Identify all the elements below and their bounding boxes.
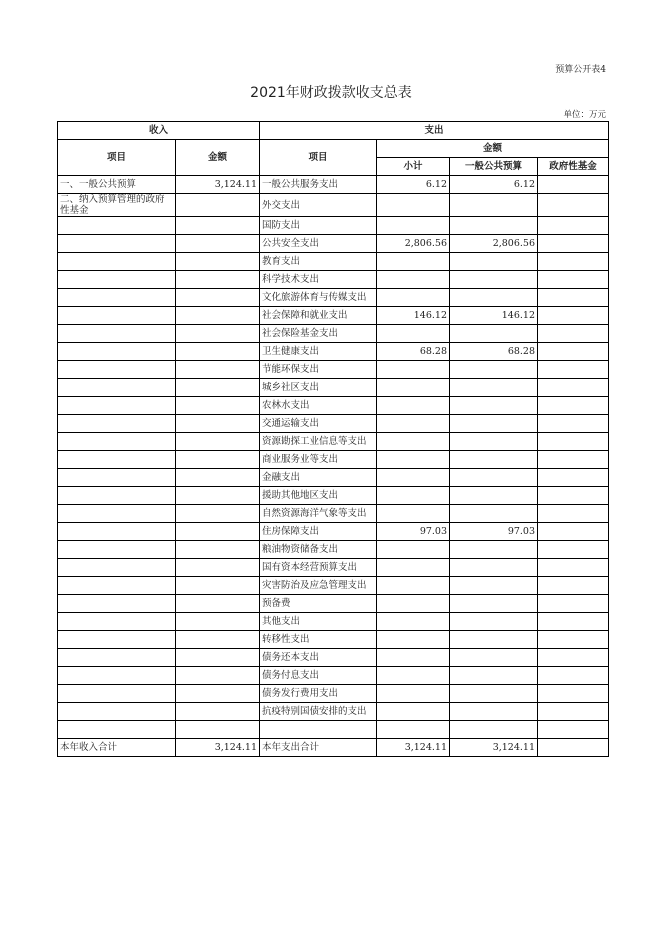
cell-income-item: [58, 217, 176, 235]
cell-income-amount: [176, 577, 260, 595]
cell-general: [450, 289, 538, 307]
cell-income-amount: [176, 505, 260, 523]
cell-subtotal: [377, 194, 450, 217]
table-row: [58, 343, 609, 361]
cell-general: 68.28: [450, 343, 538, 361]
cell-expense-item: 预备费: [260, 595, 377, 613]
cell-fund: [538, 721, 609, 739]
cell-subtotal: [377, 541, 450, 559]
cell-income-amount: [176, 649, 260, 667]
cell-fund: [538, 577, 609, 595]
cell-income-amount: 3,124.11: [176, 176, 260, 194]
cell-general: [450, 271, 538, 289]
cell-fund: [538, 469, 609, 487]
cell-income-amount: [176, 469, 260, 487]
cell-general: [450, 613, 538, 631]
cell-subtotal: [377, 505, 450, 523]
table-row: [58, 217, 609, 235]
cell-subtotal: [377, 415, 450, 433]
cell-income-amount: [176, 721, 260, 739]
cell-subtotal: 146.12: [377, 307, 450, 325]
table-row: [58, 469, 609, 487]
cell-general: [450, 451, 538, 469]
cell-subtotal: [377, 361, 450, 379]
cell-subtotal: [377, 397, 450, 415]
table-row: [58, 433, 609, 451]
cell-general: [450, 487, 538, 505]
cell-fund: [538, 685, 609, 703]
cell-subtotal: [377, 433, 450, 451]
header-gov-fund: 政府性基金: [538, 158, 609, 176]
table-row: [58, 631, 609, 649]
table-row: [58, 739, 609, 757]
cell-income-item: [58, 469, 176, 487]
cell-subtotal: [377, 325, 450, 343]
cell-expense-item: 其他支出: [260, 613, 377, 631]
cell-expense-item: 粮油物资储备支出: [260, 541, 377, 559]
cell-income-item: [58, 289, 176, 307]
cell-subtotal: 6.12: [377, 176, 450, 194]
cell-general: [450, 595, 538, 613]
cell-expense-item: 债务付息支出: [260, 667, 377, 685]
header-income-amount: 金额: [176, 140, 260, 176]
cell-income-item: [58, 451, 176, 469]
cell-fund: [538, 271, 609, 289]
cell-general: 6.12: [450, 176, 538, 194]
cell-subtotal: [377, 379, 450, 397]
form-number: 预算公开表4: [555, 65, 606, 75]
table-row: [58, 613, 609, 631]
cell-expense-item: 援助其他地区支出: [260, 487, 377, 505]
table-row: [58, 307, 609, 325]
cell-income-amount: 3,124.11: [176, 739, 260, 757]
cell-expense-item: 外交支出: [260, 194, 377, 217]
cell-income-amount: [176, 217, 260, 235]
cell-income-item: [58, 433, 176, 451]
cell-income-amount: [176, 307, 260, 325]
cell-income-item: [58, 505, 176, 523]
table-row: [58, 397, 609, 415]
cell-income-item: [58, 361, 176, 379]
cell-subtotal: [377, 451, 450, 469]
cell-general: [450, 194, 538, 217]
cell-expense-item: 教育支出: [260, 253, 377, 271]
table-row: [58, 451, 609, 469]
cell-fund: [538, 703, 609, 721]
cell-income-item: [58, 343, 176, 361]
cell-income-item: [58, 721, 176, 739]
cell-income-amount: [176, 343, 260, 361]
cell-income-item: [58, 703, 176, 721]
cell-subtotal: [377, 577, 450, 595]
table-row: [58, 523, 609, 541]
cell-general: [450, 631, 538, 649]
unit-label: 单位：万元: [563, 110, 606, 120]
cell-income-item: [58, 631, 176, 649]
budget-summary-table: [57, 121, 609, 757]
table-row: [58, 685, 609, 703]
cell-fund: [538, 487, 609, 505]
cell-income-amount: [176, 235, 260, 253]
cell-subtotal: [377, 217, 450, 235]
cell-income-item: 二、纳入预算管理的政府性基金: [58, 194, 176, 217]
cell-income-amount: [176, 595, 260, 613]
cell-income-item: [58, 397, 176, 415]
cell-expense-item: 交通运输支出: [260, 415, 377, 433]
cell-expense-item: 节能环保支出: [260, 361, 377, 379]
cell-expense-item: 卫生健康支出: [260, 343, 377, 361]
cell-fund: [538, 631, 609, 649]
cell-income-amount: [176, 433, 260, 451]
cell-general: [450, 415, 538, 433]
table-row: [58, 194, 609, 217]
cell-fund: [538, 667, 609, 685]
cell-subtotal: [377, 667, 450, 685]
cell-general: [450, 217, 538, 235]
cell-subtotal: [377, 703, 450, 721]
cell-income-item: [58, 613, 176, 631]
table-row: [58, 289, 609, 307]
cell-income-amount: [176, 487, 260, 505]
cell-income-item: [58, 523, 176, 541]
cell-income-item: [58, 307, 176, 325]
header-income-item: 项目: [58, 140, 176, 176]
cell-subtotal: [377, 721, 450, 739]
cell-subtotal: 97.03: [377, 523, 450, 541]
cell-income-amount: [176, 451, 260, 469]
cell-subtotal: [377, 649, 450, 667]
header-income: 收入: [58, 122, 260, 140]
cell-fund: [538, 523, 609, 541]
cell-income-amount: [176, 541, 260, 559]
cell-expense-item: 社会保险基金支出: [260, 325, 377, 343]
cell-income-amount: [176, 379, 260, 397]
table-row: [58, 253, 609, 271]
header-subtotal: 小计: [377, 158, 450, 176]
cell-subtotal: 2,806.56: [377, 235, 450, 253]
table-row: [58, 415, 609, 433]
cell-fund: [538, 595, 609, 613]
table-row: [58, 595, 609, 613]
cell-income-item: [58, 271, 176, 289]
cell-general: [450, 253, 538, 271]
cell-fund: [538, 415, 609, 433]
cell-subtotal: [377, 595, 450, 613]
cell-subtotal: [377, 289, 450, 307]
cell-income-amount: [176, 253, 260, 271]
table-row: [58, 649, 609, 667]
cell-general: 97.03: [450, 523, 538, 541]
cell-fund: [538, 361, 609, 379]
header-general-budget: 一般公共预算: [450, 158, 538, 176]
cell-expense-item: 灾害防治及应急管理支出: [260, 577, 377, 595]
cell-general: [450, 541, 538, 559]
cell-income-amount: [176, 194, 260, 217]
cell-income-amount: [176, 325, 260, 343]
cell-expense-item: 城乡社区支出: [260, 379, 377, 397]
cell-expense-item: 科学技术支出: [260, 271, 377, 289]
cell-general: [450, 433, 538, 451]
table-row: [58, 703, 609, 721]
cell-expense-item: 农林水支出: [260, 397, 377, 415]
cell-fund: [538, 397, 609, 415]
cell-fund: [538, 541, 609, 559]
cell-expense-item: 抗疫特别国债安排的支出: [260, 703, 377, 721]
header-expense: 支出: [260, 122, 609, 140]
cell-fund: [538, 235, 609, 253]
table-row: [58, 559, 609, 577]
cell-income-item: [58, 253, 176, 271]
cell-income-item: [58, 649, 176, 667]
cell-income-item: [58, 685, 176, 703]
table-row: [58, 667, 609, 685]
cell-general: [450, 577, 538, 595]
cell-income-amount: [176, 631, 260, 649]
cell-fund: [538, 289, 609, 307]
cell-income-item: [58, 595, 176, 613]
cell-fund: [538, 325, 609, 343]
cell-general: [450, 325, 538, 343]
cell-income-item: [58, 379, 176, 397]
cell-subtotal: 68.28: [377, 343, 450, 361]
cell-general: [450, 469, 538, 487]
cell-income-amount: [176, 523, 260, 541]
cell-income-amount: [176, 361, 260, 379]
cell-fund: [538, 739, 609, 757]
cell-subtotal: [377, 469, 450, 487]
cell-general: 3,124.11: [450, 739, 538, 757]
cell-income-amount: [176, 703, 260, 721]
cell-income-amount: [176, 685, 260, 703]
table-row: [58, 541, 609, 559]
header-expense-amount: 金额: [377, 140, 609, 158]
cell-general: [450, 703, 538, 721]
cell-fund: [538, 253, 609, 271]
cell-income-amount: [176, 271, 260, 289]
table-row: [58, 325, 609, 343]
cell-subtotal: [377, 271, 450, 289]
cell-expense-item: 资源勘探工业信息等支出: [260, 433, 377, 451]
cell-income-amount: [176, 289, 260, 307]
cell-income-item: [58, 235, 176, 253]
cell-general: [450, 361, 538, 379]
cell-fund: [538, 217, 609, 235]
cell-income-item: [58, 415, 176, 433]
cell-income-item: [58, 667, 176, 685]
cell-fund: [538, 433, 609, 451]
cell-fund: [538, 505, 609, 523]
cell-expense-item: 转移性支出: [260, 631, 377, 649]
cell-subtotal: [377, 559, 450, 577]
cell-fund: [538, 194, 609, 217]
cell-general: [450, 685, 538, 703]
cell-subtotal: [377, 631, 450, 649]
cell-expense-item: 公共安全支出: [260, 235, 377, 253]
cell-subtotal: 3,124.11: [377, 739, 450, 757]
cell-expense-item: 自然资源海洋气象等支出: [260, 505, 377, 523]
cell-income-amount: [176, 613, 260, 631]
table-row: [58, 487, 609, 505]
cell-expense-item: 金融支出: [260, 469, 377, 487]
cell-subtotal: [377, 487, 450, 505]
cell-income-item: [58, 559, 176, 577]
cell-fund: [538, 379, 609, 397]
cell-subtotal: [377, 613, 450, 631]
cell-income-item: 一、一般公共预算: [58, 176, 176, 194]
cell-fund: [538, 176, 609, 194]
cell-expense-item: [260, 721, 377, 739]
cell-income-item: [58, 487, 176, 505]
table-row: [58, 176, 609, 194]
cell-general: [450, 505, 538, 523]
cell-income-item: [58, 325, 176, 343]
cell-general: 146.12: [450, 307, 538, 325]
cell-general: [450, 667, 538, 685]
cell-expense-item: 债务还本支出: [260, 649, 377, 667]
page-title: 2021年财政拨款收支总表: [250, 85, 412, 101]
cell-fund: [538, 559, 609, 577]
table-row: [58, 235, 609, 253]
cell-expense-item: 国有资本经营预算支出: [260, 559, 377, 577]
cell-expense-item: 社会保障和就业支出: [260, 307, 377, 325]
cell-income-amount: [176, 559, 260, 577]
table-row: [58, 379, 609, 397]
cell-income-amount: [176, 667, 260, 685]
cell-income-amount: [176, 415, 260, 433]
cell-general: [450, 379, 538, 397]
cell-expense-item: 本年支出合计: [260, 739, 377, 757]
cell-general: [450, 559, 538, 577]
cell-expense-item: 债务发行费用支出: [260, 685, 377, 703]
cell-expense-item: 一般公共服务支出: [260, 176, 377, 194]
cell-income-amount: [176, 397, 260, 415]
cell-general: [450, 649, 538, 667]
cell-income-item: [58, 541, 176, 559]
cell-expense-item: 住房保障支出: [260, 523, 377, 541]
cell-subtotal: [377, 253, 450, 271]
cell-general: 2,806.56: [450, 235, 538, 253]
table-row: [58, 361, 609, 379]
cell-fund: [538, 649, 609, 667]
cell-subtotal: [377, 685, 450, 703]
table-row: [58, 271, 609, 289]
table-row: [58, 505, 609, 523]
cell-fund: [538, 451, 609, 469]
cell-expense-item: 国防支出: [260, 217, 377, 235]
header-expense-item: 项目: [260, 140, 377, 176]
table-row: [58, 721, 609, 739]
cell-general: [450, 397, 538, 415]
cell-income-item: [58, 577, 176, 595]
cell-fund: [538, 343, 609, 361]
cell-fund: [538, 307, 609, 325]
cell-expense-item: 商业服务业等支出: [260, 451, 377, 469]
cell-general: [450, 721, 538, 739]
table-row: [58, 577, 609, 595]
cell-fund: [538, 613, 609, 631]
cell-expense-item: 文化旅游体育与传媒支出: [260, 289, 377, 307]
cell-income-item: 本年收入合计: [58, 739, 176, 757]
